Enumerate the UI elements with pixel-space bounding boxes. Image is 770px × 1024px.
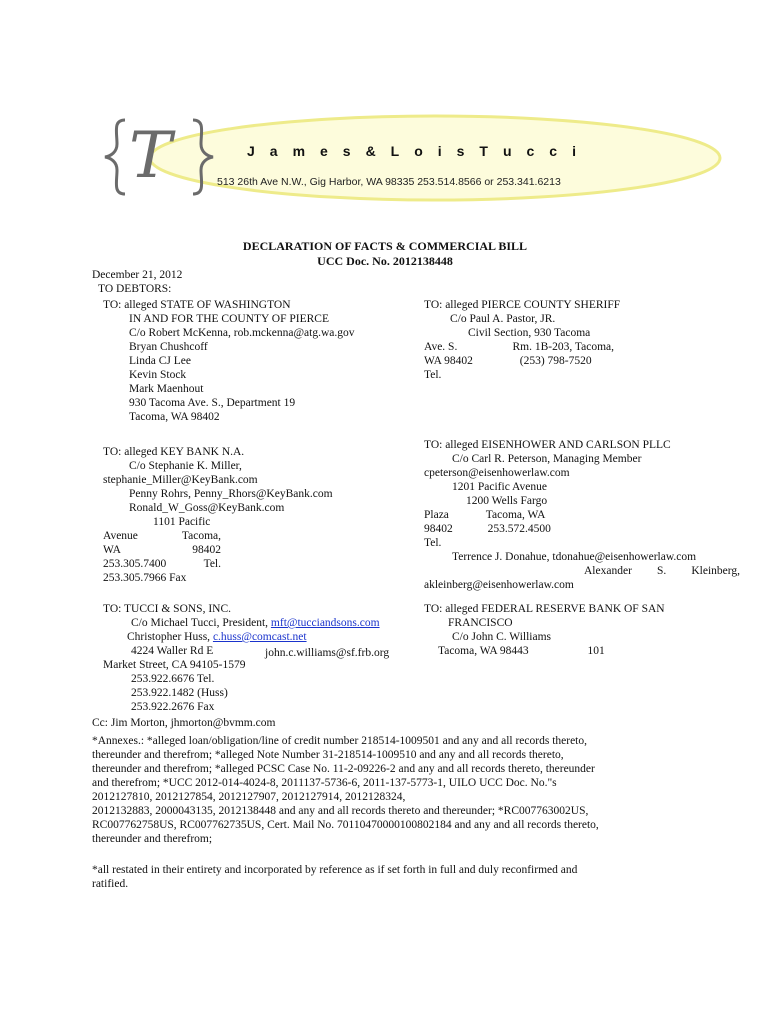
block-line: IN AND FOR THE COUNTY OF PIERCE — [129, 313, 329, 325]
block-line: TO: alleged STATE OF WASHINGTON — [103, 299, 291, 311]
block-line: 1101 Pacific — [153, 516, 211, 528]
block-line: 930 Tacoma Ave. S., Department 19 — [129, 397, 296, 409]
annex-line: thereunder and therefrom; *alleged PCSC Case No. 11-2-09226-2 and any and all records thereto, thereunder — [92, 763, 595, 775]
debtor-block-federal-reserve — [424, 602, 724, 658]
block-line: C/o Michael Tucci, President, — [131, 617, 269, 629]
annex-line: and therefrom; *UCC 2012-014-4024-8, 2011137-5736-6, 2011-137-5773-1, UILO UCC Doc. No."s — [92, 777, 557, 789]
block-line: TO: alleged KEY BANK N.A. — [103, 446, 245, 458]
block-line: cpeterson@eisenhowerlaw.com — [424, 467, 570, 479]
block-line: Rm. 1B-203, Tacoma, — [512, 341, 614, 353]
block-line: TO: alleged FEDERAL RESERVE BANK OF SAN — [424, 603, 665, 615]
debtor-block-keybank — [103, 445, 403, 585]
block-line: Tacoma, WA 98443 — [438, 645, 529, 657]
monogram-logo: T — [129, 119, 172, 193]
block-line: 1201 Pacific Avenue — [452, 481, 547, 493]
to-debtors-heading: TO DEBTORS: — [98, 283, 172, 295]
block-line: Avenue — [103, 530, 138, 542]
block-line: TO: alleged PIERCE COUNTY SHERIFF — [424, 299, 621, 311]
block-line: Penny Rohrs, Penny_Rhors@KeyBank.com — [129, 488, 333, 500]
block-line: C/o Carl R. Peterson, Managing Member — [452, 453, 642, 465]
block-line: C/o Paul A. Pastor, JR. — [450, 313, 556, 325]
debtor-block-sheriff — [424, 298, 624, 382]
letterhead — [95, 112, 725, 202]
block-line: TO: alleged EISENHOWER AND CARLSON PLLC — [424, 439, 671, 451]
block-line: Civil Section, 930 Tacoma — [468, 327, 591, 339]
block-line: 4224 Waller Rd E — [131, 645, 214, 657]
restated-line: ratified. — [92, 878, 129, 890]
debtor-block-washington — [103, 298, 413, 424]
block-line: 253.922.1482 (Huss) — [131, 687, 228, 699]
block-line: C/o John C. Williams — [452, 631, 552, 643]
block-line: Mark Maenhout — [129, 383, 204, 395]
block-line: Christopher Huss, — [127, 631, 211, 643]
document-date: December 21, 2012 — [92, 269, 183, 281]
letterhead-name: J a m e s & L o i s T u c c i — [247, 143, 577, 159]
block-line: Tel. — [424, 369, 442, 381]
block-line: Market Street, CA 94105-1579 — [103, 659, 246, 671]
block-line: 253.572.4500 — [487, 523, 551, 535]
block-line: Linda CJ Lee — [129, 355, 191, 367]
block-line: Ronald_W_Goss@KeyBank.com — [129, 502, 285, 514]
block-line: Ave. S. — [424, 341, 458, 353]
block-line: Tacoma, — [181, 530, 221, 542]
block-line: 1200 Wells Fargo — [466, 495, 548, 507]
block-line: akleinberg@eisenhowerlaw.com — [424, 579, 574, 591]
block-line: (253) 798-7520 — [519, 355, 592, 367]
block-line: C/o Stephanie K. Miller, — [129, 460, 242, 472]
block-line: C/o Robert McKenna, rob.mckenna@atg.wa.gov — [129, 327, 355, 339]
annex-line: thereunder and therefrom; *alleged Note Number 31-218514-1009510 and any and all records thereto, — [92, 749, 564, 761]
block-line: 101 — [587, 645, 605, 657]
annex-line: RC007762758US, RC007762735US, Cert. Mail No. 70110470000100802184 and any and all records thereto, — [92, 819, 599, 831]
block-line: Tacoma, WA 98402 — [129, 411, 220, 423]
block-line: Kleinberg, — [691, 565, 740, 577]
block-line: Alexander — [584, 565, 632, 577]
block-line: WA — [103, 544, 121, 556]
block-line: Bryan Chushcoff — [129, 341, 208, 353]
block-line: 253.305.7966 Fax — [103, 572, 187, 584]
block-line: 253.922.6676 Tel. — [131, 673, 215, 685]
block-line: S. — [656, 565, 667, 577]
block-line: Plaza — [424, 509, 449, 521]
annex-line: 2012127810, 2012127854, 2012127907, 2012127914, 2012128324, — [92, 791, 406, 803]
annex-line: *Annexes.: *alleged loan/obligation/line of credit number 218514-1009501 and any and all records thereto, — [92, 735, 587, 747]
block-line: Terrence J. Donahue, tdonahue@eisenhowerlaw.com — [452, 551, 697, 563]
left-brace-icon — [105, 120, 125, 194]
williams-email: john.c.williams@sf.frb.org — [265, 647, 390, 659]
cc-line: Cc: Jim Morton, jhmorton@bvmm.com — [92, 717, 276, 729]
block-line: 253.305.7400 — [103, 558, 167, 570]
block-line: TO: TUCCI & SONS, INC. — [103, 603, 232, 615]
document-subtitle: UCC Doc. No. 2012138448 — [317, 254, 453, 268]
block-line: Tacoma, WA — [485, 509, 546, 521]
block-line: FRANCISCO — [448, 617, 513, 629]
block-line: 253.922.2676 Fax — [131, 701, 215, 713]
annex-line: thereunder and therefrom; — [92, 833, 213, 845]
annexes-paragraph — [92, 734, 692, 846]
block-line: Kevin Stock — [129, 369, 187, 381]
restated-line: *all restated in their entirety and incorporated by reference as if set forth in full and duly reconfirmed and — [92, 864, 578, 876]
tucci-email-link[interactable]: mft@tucciandsons.com — [270, 617, 380, 629]
letterhead-address: 513 26th Ave N.W., Gig Harbor, WA 98335 253.514.8566 or 253.341.6213 — [217, 176, 561, 188]
huss-email-link[interactable]: c.huss@comcast.net — [212, 631, 307, 643]
block-line: 98402 — [424, 523, 453, 535]
block-line: 98402 — [192, 544, 221, 556]
block-line: Tel. — [203, 558, 221, 570]
block-line: WA 98402 — [424, 355, 473, 367]
document-title: DECLARATION OF FACTS & COMMERCIAL BILL — [242, 239, 528, 253]
block-line: Tel. — [424, 537, 442, 549]
block-line: stephanie_Miller@KeyBank.com — [103, 474, 258, 486]
restated-paragraph — [92, 863, 692, 891]
annex-line: 2012132883, 2000043135, 2012138448 and any and all records thereto and thereunder; *RC007763002US, — [92, 805, 589, 817]
debtor-block-eisenhower — [424, 438, 740, 592]
